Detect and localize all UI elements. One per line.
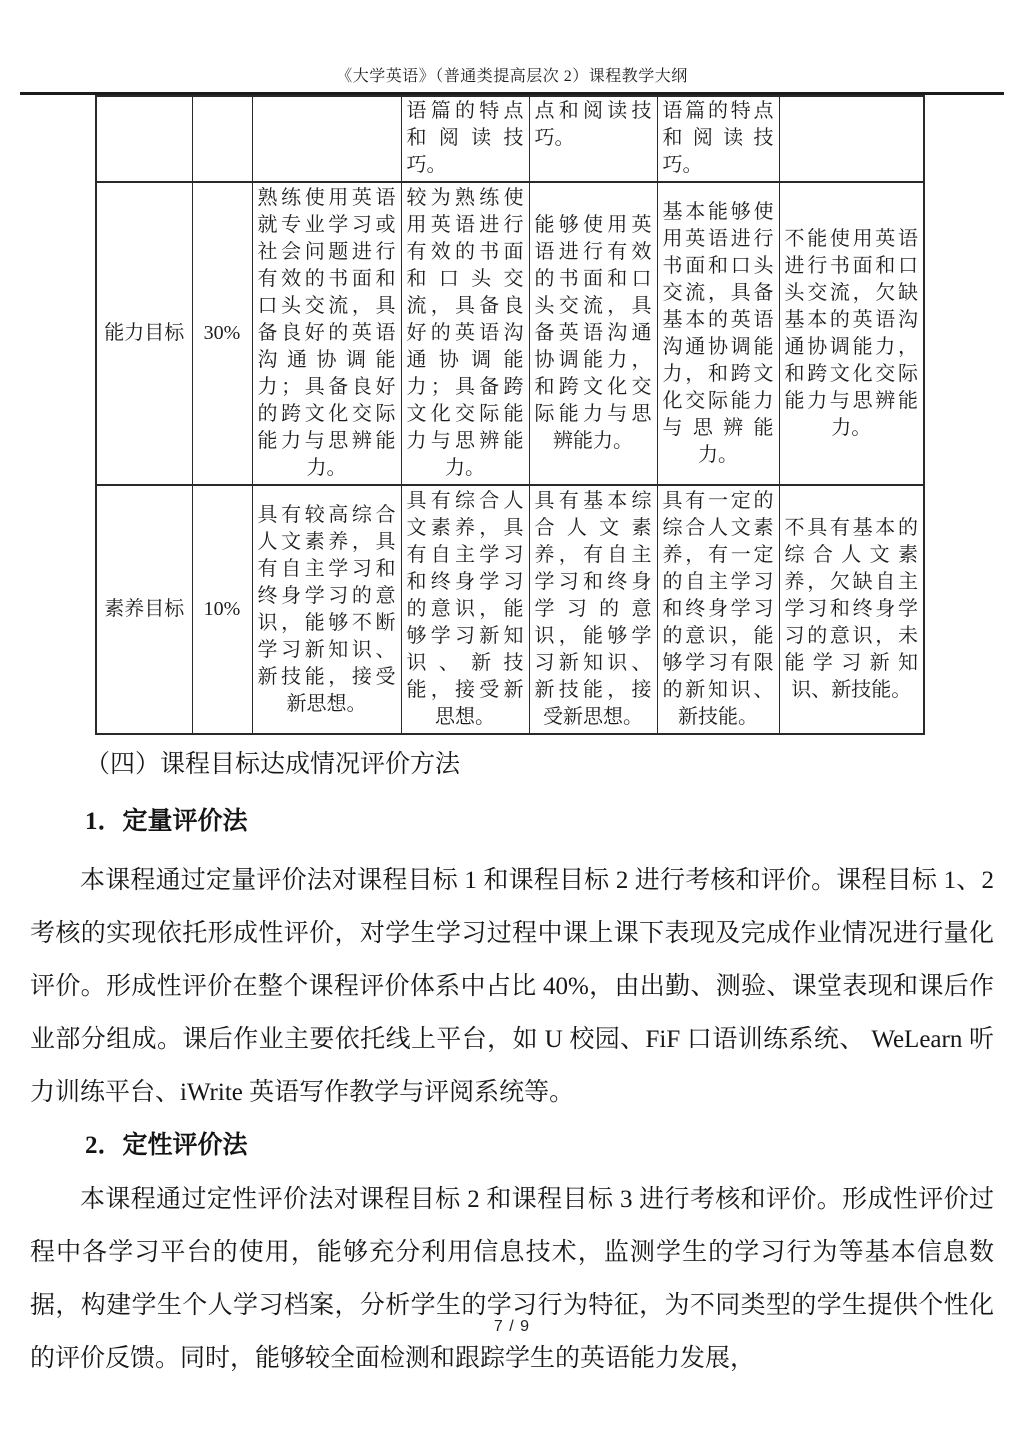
section-heading: （四）课程目标达成情况评价方法 [85, 751, 461, 778]
table-cell: 具有综合人文素养，具有自主学习和终身学习的意识，能够学习新知识、新技能，接受新思想。 [401, 485, 529, 734]
table-cell: 语篇的特点和阅读技巧。 [401, 96, 529, 182]
table-cell [192, 96, 252, 182]
table-cell: 点和阅读技巧。 [529, 96, 657, 182]
table-row [96, 485, 924, 734]
table-cell-objective-label: 能力目标 [96, 182, 192, 485]
table-cell: 较为熟练使用英语进行有效的书面和口头交流，具备良好的英语沟通协调能力；具备跨文化交际能力与思辨能力。 [401, 182, 529, 485]
table-cell [252, 96, 401, 182]
table-cell: 具有基本综合人文素养，有自主学习和终身学习的意识，能够学习新知识、新技能，接受新思想。 [529, 485, 657, 734]
paragraph-quantitative: 本课程通过定量评价法对课程目标 1 和课程目标 2 进行考核和评价。课程目标 1、2 考核的实现依托形成性评价，对学生学习过程中课上课下表现及完成作业情况进行量化评价。形成性评价在整个课程评价体系中占比 40%，由出勤、测验、课堂表现和课后作业部分组成。课后作业主要依托线上平台，如 U 校园、FiF 口语训练系统、 WeLearn 听力训练平台、iWrite 英语写作教学与评阅系统等。 [30, 867, 994, 1106]
table-cell: 熟练使用英语就专业学习或社会问题进行有效的书面和口头交流，具备良好的英语沟通协调能力；具备良好的跨文化交际能力与思辨能力。 [252, 182, 401, 485]
table-cell-objective-label: 素养目标 [96, 485, 192, 734]
table-cell-weight: 10% [192, 485, 252, 734]
table-cell: 不具有基本的综合人文素养，欠缺自主学习和终身学习的意识，未能学习新知识、新技能。 [779, 485, 924, 734]
table-cell: 能够使用英语进行有效的书面和口头交流，具备英语沟通协调能力，和跨文化交际能力与思辨能力。 [529, 182, 657, 485]
subsection-2-heading: 2．定性评价法 [85, 1132, 248, 1159]
table-cell [96, 96, 192, 182]
page-title: 《大学英语》（普通类提高层次 2）课程教学大纲 [336, 68, 688, 85]
page-number: 7 / 9 [493, 1318, 531, 1335]
table-cell: 具有较高综合人文素养，具有自主学习和终身学习的意识，能够不断学习新知识、新技能，接受新思想。 [252, 485, 401, 734]
table-row [96, 182, 924, 485]
table-cell [779, 96, 924, 182]
table-cell: 不能使用英语进行书面和口头交流，欠缺基本的英语沟通协调能力，和跨文化交际能力与思辨能力。 [779, 182, 924, 485]
paragraph-qualitative: 本课程通过定性评价法对课程目标 2 和课程目标 3 进行考核和评价。形成性评价过程中各学习平台的使用，能够充分利用信息技术，监测学生的学习行为等基本信息数据，构建学生个人学习档案，分析学生的学习行为特征，为不同类型的学生提供个性化的评价反馈。同时，能够较全面检测和跟踪学生的英语能力发展， [30, 1186, 994, 1372]
objectives-table [95, 95, 925, 735]
table-cell: 基本能够使用英语进行书面和口头交流，具备基本的英语沟通协调能力，和跨文化交际能力与思辨能力。 [657, 182, 779, 485]
subsection-1-heading: 1．定量评价法 [85, 808, 248, 835]
document-body [30, 748, 994, 1385]
table-row [96, 96, 924, 182]
table-cell-weight: 30% [192, 182, 252, 485]
table-cell: 语篇的特点和阅读技巧。 [657, 96, 779, 182]
table-cell: 具有一定的综合人文素养，有一定的自主学习和终身学习的意识，能够学习有限的新知识、新技能。 [657, 485, 779, 734]
